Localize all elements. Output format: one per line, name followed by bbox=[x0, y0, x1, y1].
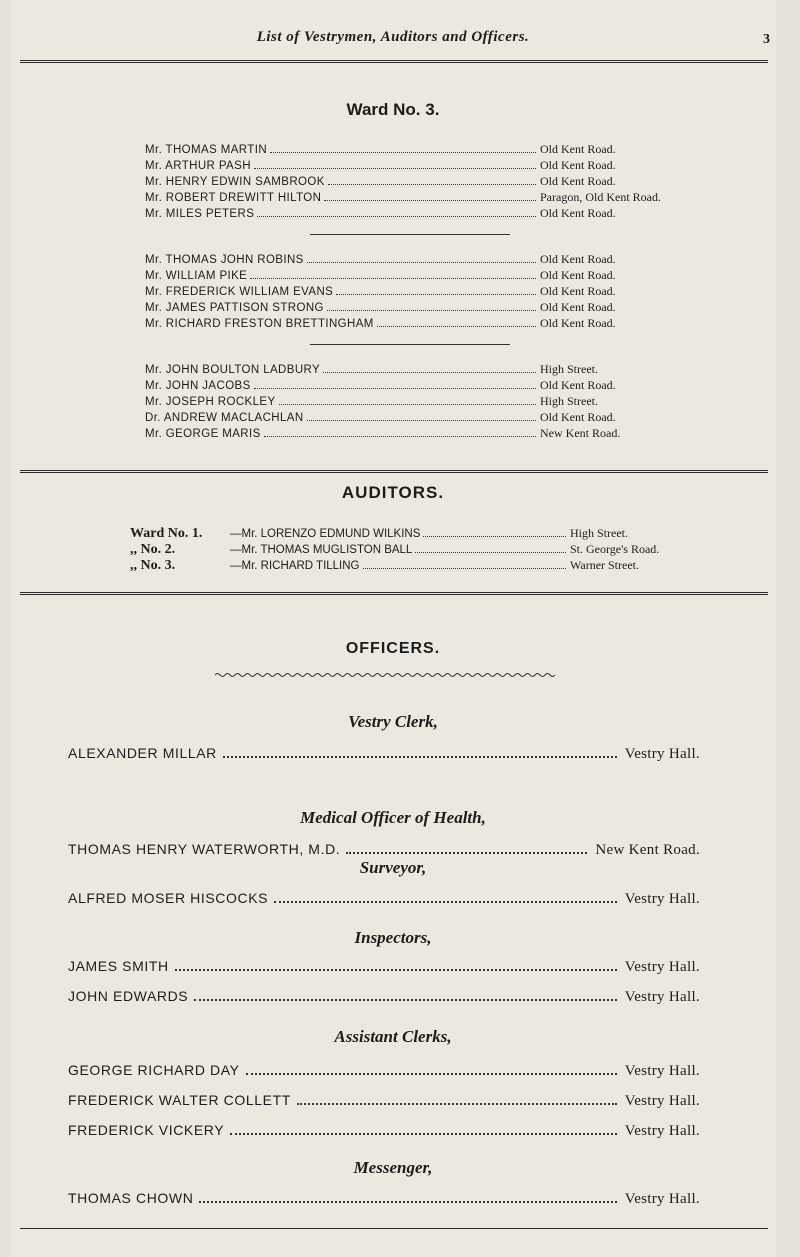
ward-group-3 bbox=[145, 362, 715, 442]
heading-medical-officer: Medical Officer of Health, bbox=[300, 808, 486, 827]
officer-row: ALEXANDER MILLAR Vestry Hall. bbox=[68, 745, 700, 762]
running-title: List of Vestrymen, Auditors and Officers. bbox=[256, 29, 530, 45]
ward-title: Ward No. 3. bbox=[346, 100, 440, 119]
heading-messenger: Messenger, bbox=[353, 1158, 433, 1177]
list-item: Mr. HENRY EDWIN SAMBROOK Old Kent Road. bbox=[145, 174, 616, 188]
heading-inspectors: Inspectors, bbox=[354, 928, 432, 947]
group-divider bbox=[310, 234, 510, 235]
page-number: 3 bbox=[763, 32, 770, 47]
officer-row: THOMAS CHOWN Vestry Hall. bbox=[68, 1190, 700, 1207]
officer-row: FREDERICK WALTER COLLETT Vestry Hall. bbox=[68, 1092, 700, 1109]
list-item: ,, No. 2. —Mr. THOMAS MUGLISTON BALL St. George's Road. bbox=[130, 542, 660, 557]
list-item: Mr. JOHN JACOBS Old Kent Road. bbox=[145, 378, 616, 392]
officer-row: GEORGE RICHARD DAY Vestry Hall. bbox=[68, 1062, 700, 1079]
list-item: Mr. GEORGE MARIS New Kent Road. bbox=[145, 426, 621, 440]
list-item: Mr. THOMAS JOHN ROBINS Old Kent Road. bbox=[145, 252, 616, 266]
heading-surveyor: Surveyor, bbox=[359, 858, 427, 877]
list-item: Mr. ROBERT DREWITT HILTON Paragon, Old Kent Road. bbox=[145, 190, 661, 204]
officer-row: JOHN EDWARDS Vestry Hall. bbox=[68, 988, 700, 1005]
officer-row: JAMES SMITH Vestry Hall. bbox=[68, 958, 700, 975]
heading-vestry-clerk: Vestry Clerk, bbox=[348, 712, 438, 731]
ward-group-2 bbox=[145, 252, 715, 332]
header-rule bbox=[20, 60, 768, 63]
list-item: Mr. ARTHUR PASH Old Kent Road. bbox=[145, 158, 616, 172]
document-page bbox=[10, 0, 776, 1257]
officer-row: THOMAS HENRY WATERWORTH, M.D. New Kent Road. bbox=[68, 841, 700, 858]
list-item: Mr. WILLIAM PIKE Old Kent Road. bbox=[145, 268, 616, 282]
officer-row: FREDERICK VICKERY Vestry Hall. bbox=[68, 1122, 700, 1139]
list-item: Mr. JAMES PATTISON STRONG Old Kent Road. bbox=[145, 300, 616, 314]
list-item: Mr. THOMAS MARTIN Old Kent Road. bbox=[145, 142, 616, 156]
auditors-title: AUDITORS. bbox=[341, 483, 445, 502]
list-item: Mr. RICHARD FRESTON BRETTINGHAM Old Kent Road. bbox=[145, 316, 616, 330]
page-header bbox=[10, 28, 776, 54]
list-item: Dr. ANDREW MACLACHLAN Old Kent Road. bbox=[145, 410, 616, 424]
heading-assistant-clerks: Assistant Clerks, bbox=[334, 1027, 452, 1046]
section-rule bbox=[20, 470, 768, 473]
list-item: Mr. JOHN BOULTON LADBURY High Street. bbox=[145, 362, 598, 376]
list-item: Mr. FREDERICK WILLIAM EVANS Old Kent Road. bbox=[145, 284, 616, 298]
footer-rule bbox=[20, 1228, 768, 1229]
section-rule bbox=[20, 592, 768, 595]
list-item: Ward No. 1. —Mr. LORENZO EDMUND WILKINS High Street. bbox=[130, 526, 628, 541]
group-divider bbox=[310, 344, 510, 345]
ward-group-1 bbox=[145, 142, 715, 222]
ornamental-wavy-rule bbox=[215, 672, 555, 678]
list-item: Mr. JOSEPH ROCKLEY High Street. bbox=[145, 394, 598, 408]
officers-title: OFFICERS. bbox=[345, 640, 441, 657]
list-item: ,, No. 3. —Mr. RICHARD TILLING Warner Street. bbox=[130, 558, 639, 573]
auditors-list bbox=[130, 526, 720, 574]
list-item: Mr. MILES PETERS Old Kent Road. bbox=[145, 206, 616, 220]
officer-row: ALFRED MOSER HISCOCKS Vestry Hall. bbox=[68, 890, 700, 907]
